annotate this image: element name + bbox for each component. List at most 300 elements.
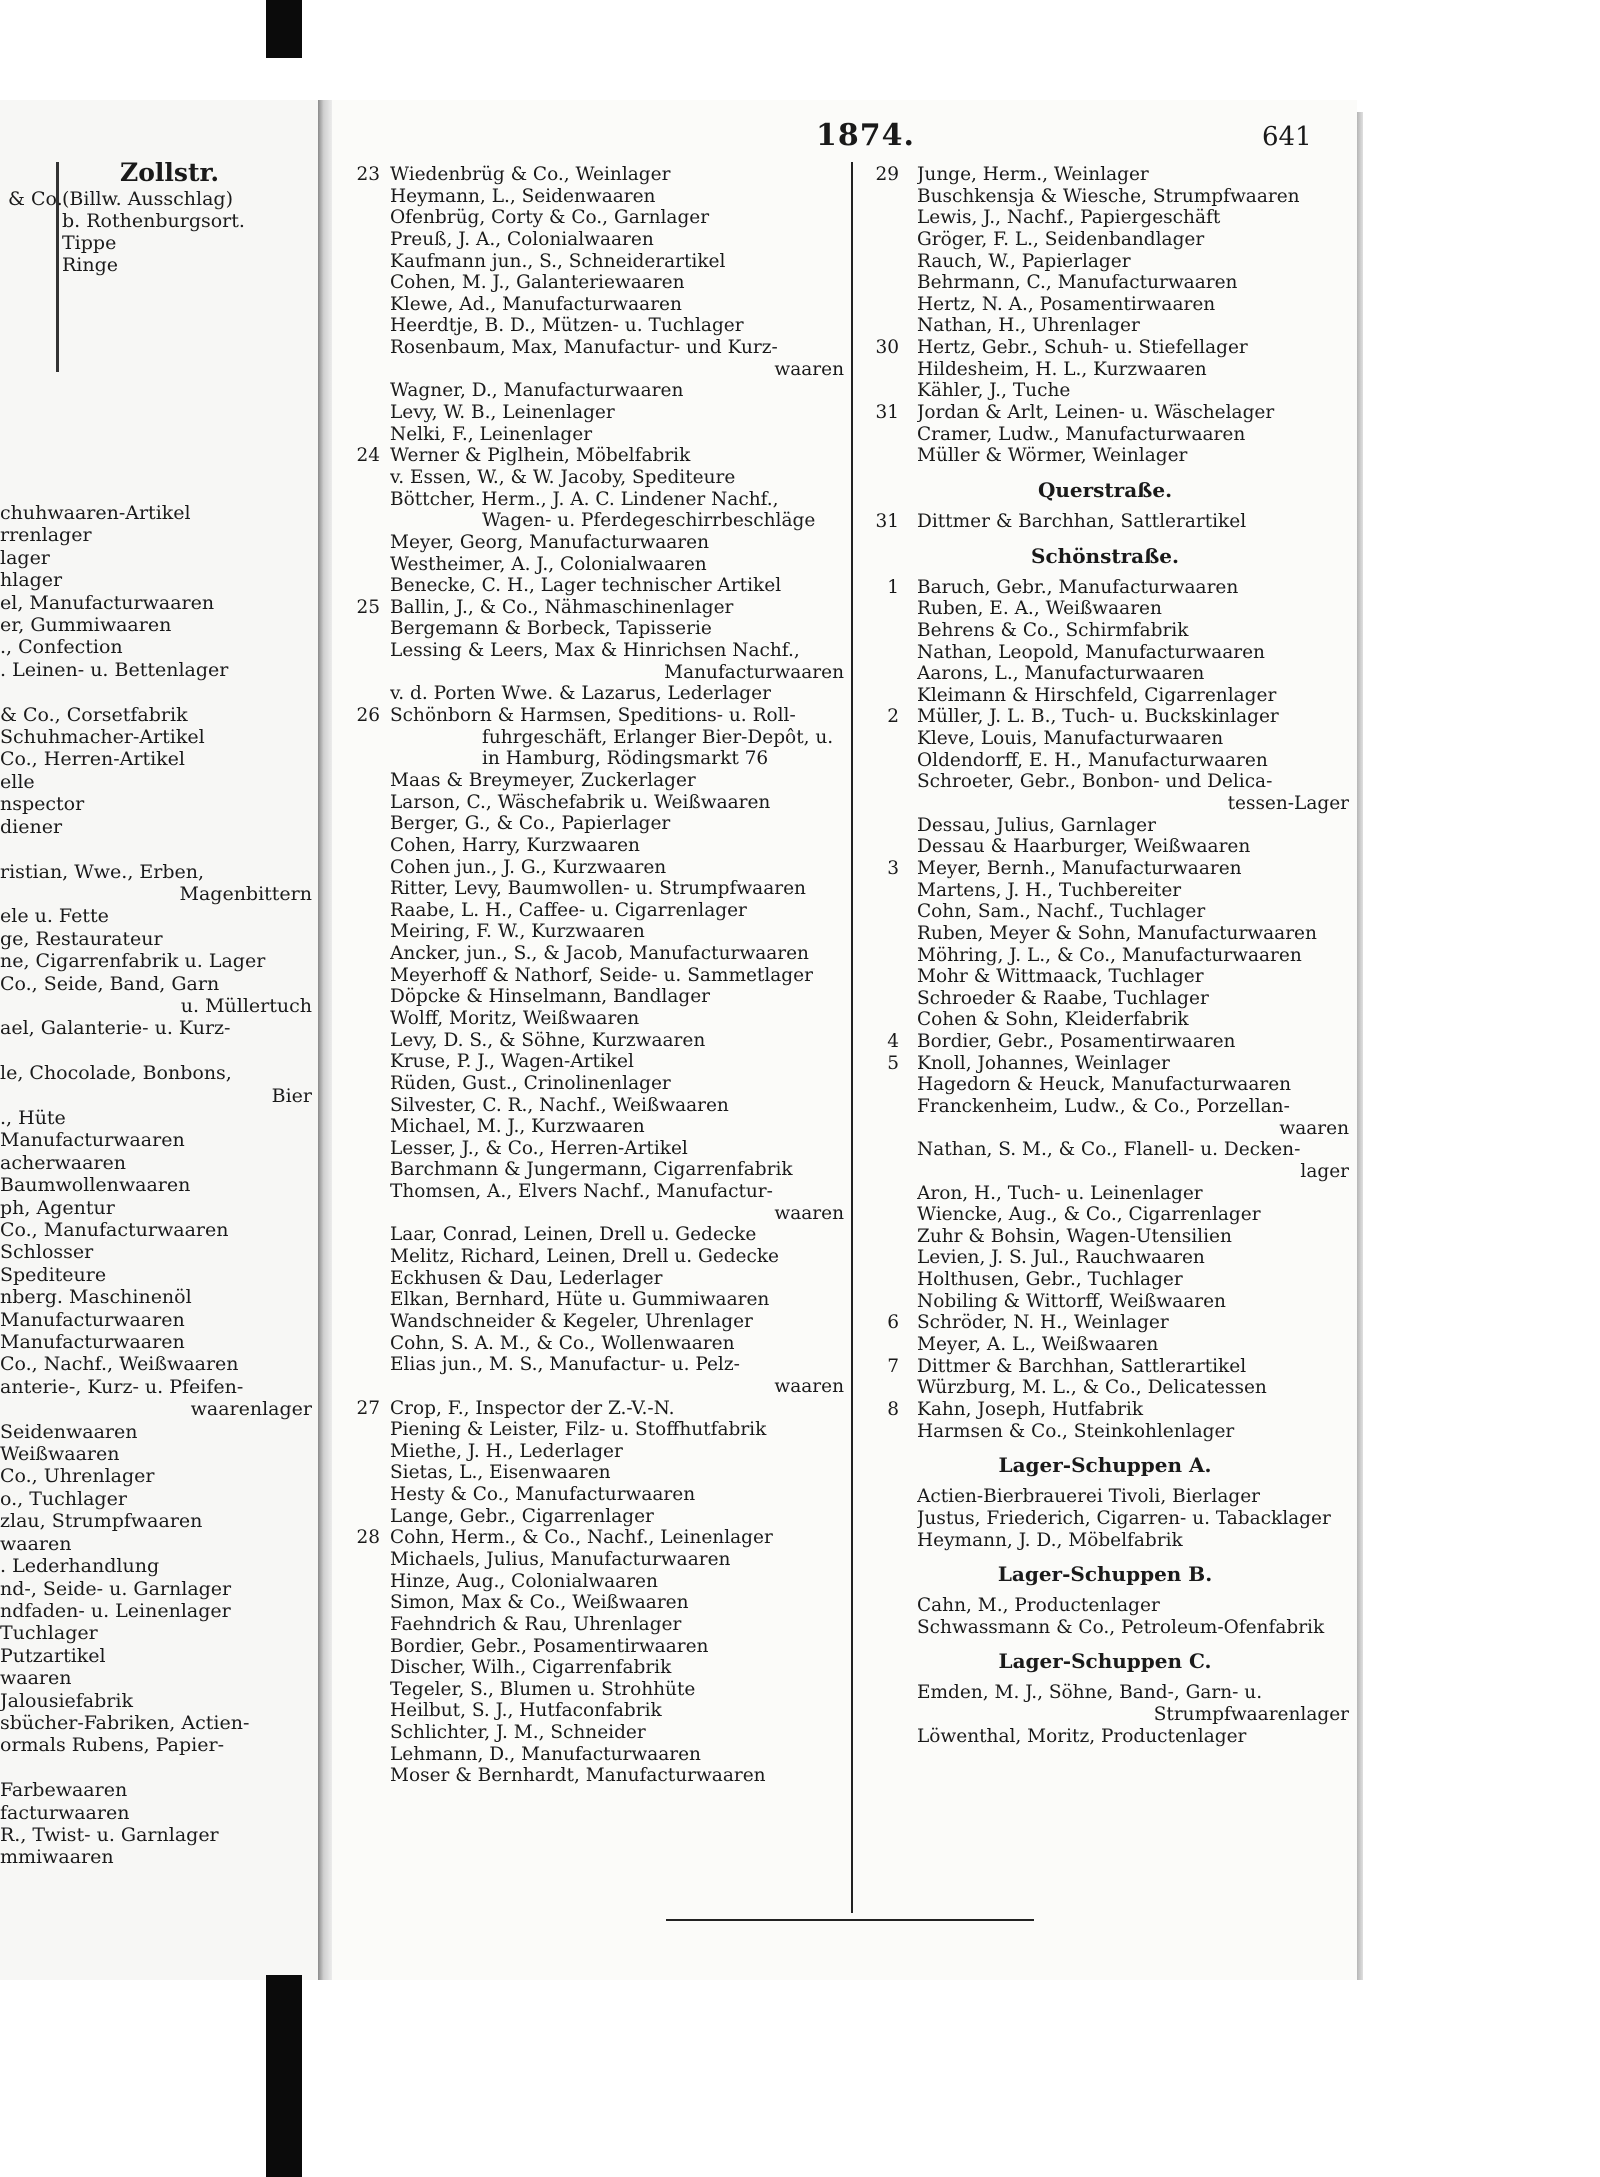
directory-entry (855, 1726, 1355, 1748)
entry-text: Schröder, N. H., Weinlager (917, 1312, 1169, 1334)
directory-entry (332, 1203, 850, 1225)
left-page-line: ., Confection (0, 636, 123, 659)
directory-entry (855, 1486, 1355, 1508)
entry-text: Wolff, Moritz, Weißwaaren (390, 1007, 640, 1029)
directory-entry (332, 1159, 850, 1181)
entry-text: Franckenheim, Ludw., & Co., Porzellan- (917, 1095, 1290, 1117)
directory-entry (332, 618, 850, 640)
directory-entry (855, 1356, 1355, 1378)
entry-text: Rosenbaum, Max, Manufactur- und Kurz- (390, 337, 778, 359)
left-page-line: Manufacturwaaren (0, 1331, 185, 1354)
house-number: 31 (875, 510, 899, 532)
entry-text: Meyer, A. L., Weißwaaren (917, 1334, 1159, 1356)
entry-text: Böttcher, Herm., J. A. C. Lindener Nachf., (390, 488, 779, 510)
entry-text: Nathan, S. M., & Co., Flanell- u. Decken- (917, 1139, 1301, 1161)
directory-entry (332, 705, 850, 727)
entry-text: Lesser, J., & Co., Herren-Artikel (390, 1137, 688, 1159)
entry-text: Wiencke, Aug., & Co., Cigarrenlager (917, 1204, 1261, 1226)
entry-text: Cohen jun., J. G., Kurzwaaren (390, 856, 667, 878)
left-page-entries (0, 502, 318, 1869)
entry-text: Aron, H., Tuch- u. Leinenlager (917, 1182, 1203, 1204)
entry-text: Mohr & Wittmaack, Tuchlager (917, 966, 1204, 988)
entry-text: Heilbut, S. J., Hutfaconfabrik (390, 1700, 662, 1722)
directory-entry (855, 815, 1355, 837)
entry-text: Behrens & Co., Schirmfabrik (917, 619, 1189, 641)
directory-entry (855, 207, 1355, 229)
entry-text: Westheimer, A. J., Colonialwaaren (390, 553, 707, 575)
entry-text: waaren (774, 1375, 844, 1397)
entry-text: Nathan, Leopold, Manufacturwaaren (917, 641, 1265, 663)
directory-entry (855, 1595, 1355, 1617)
book-gutter (318, 100, 332, 1980)
directory-entry (332, 857, 850, 879)
left-page-line: Manufacturwaaren (0, 1129, 185, 1152)
entry-text: Zuhr & Bohsin, Wagen-Utensilien (917, 1225, 1232, 1247)
directory-entry (332, 186, 850, 208)
entry-text: Klewe, Ad., Manufacturwaaren (390, 293, 682, 315)
directory-entry (332, 164, 850, 186)
entry-text: Heerdtje, B. D., Mützen- u. Tuchlager (390, 315, 744, 337)
entry-text: Crop, F., Inspector der Z.-V.-N. (390, 1397, 675, 1419)
directory-entry (855, 1617, 1355, 1639)
house-number: 28 (356, 1527, 380, 1549)
entry-text: Berger, G., & Co., Papierlager (390, 813, 671, 835)
entry-text: v. d. Porten Wwe. & Lazarus, Lederlager (390, 683, 771, 705)
directory-entry (855, 598, 1355, 620)
directory-entry (332, 792, 850, 814)
directory-entry (855, 966, 1355, 988)
left-page-line: Bier (271, 1084, 312, 1107)
directory-entry (855, 164, 1355, 186)
directory-entry (332, 1549, 850, 1571)
house-number: 24 (356, 445, 380, 467)
directory-entry (332, 489, 850, 511)
entry-text: Hildesheim, H. L., Kurzwaaren (917, 358, 1207, 380)
directory-entry (332, 1527, 850, 1549)
directory-entry (332, 554, 850, 576)
directory-entry (332, 575, 850, 597)
entry-text: Lessing & Leers, Max & Hinrichsen Nachf., (390, 640, 800, 662)
left-top-text: Ringe (62, 254, 119, 276)
entry-text: Hertz, Gebr., Schuh- u. Stiefellager (917, 337, 1248, 359)
directory-entry (855, 337, 1355, 359)
house-number: 8 (887, 1398, 899, 1420)
directory-entry (855, 1118, 1355, 1140)
directory-entry (855, 1053, 1355, 1075)
entry-text: Wagen- u. Pferdegeschirrbeschläge (482, 510, 816, 532)
directory-entry (332, 445, 850, 467)
entry-text: Emden, M. J., Söhne, Band-, Garn- u. (917, 1682, 1263, 1704)
entry-text: Junge, Herm., Weinlager (917, 164, 1149, 185)
directory-entry (855, 229, 1355, 251)
left-page-line: Weißwaaren (0, 1443, 120, 1466)
entry-text: Justus, Friederich, Cigarren- u. Tabacklager (917, 1507, 1331, 1529)
entry-text: Dessau, Julius, Garnlager (917, 814, 1156, 836)
house-number: 2 (887, 706, 899, 728)
entry-text: Discher, Wilh., Cigarrenfabrik (390, 1657, 672, 1679)
directory-entry (332, 1073, 850, 1095)
entry-text: Hertz, N. A., Posamentirwaaren (917, 293, 1216, 315)
directory-entry (332, 748, 850, 770)
left-page-line: R., Twist- u. Garnlager (0, 1823, 219, 1846)
entry-text: Harmsen & Co., Steinkohlenlager (917, 1420, 1235, 1442)
entry-text: Elias jun., M. S., Manufactur- u. Pelz- (390, 1354, 740, 1376)
entry-text: Baruch, Gebr., Manufacturwaaren (917, 576, 1239, 598)
left-page-heading: Zollstr. (120, 158, 220, 187)
directory-entry (332, 424, 850, 446)
entry-text: Benecke, C. H., Lager technischer Artikel (390, 575, 782, 597)
left-page-line: nspector (0, 793, 85, 816)
entry-text: Cohn, S. A. M., & Co., Wollenwaaren (390, 1332, 735, 1354)
entry-text: Müller & Wörmer, Weinlager (917, 445, 1188, 467)
entry-text: Hesty & Co., Manufacturwaaren (390, 1484, 696, 1506)
left-page-line: Tuchlager (0, 1622, 98, 1645)
entry-text: Würzburg, M. L., & Co., Delicatessen (917, 1377, 1267, 1399)
directory-entry (332, 1181, 850, 1203)
entry-text: Cramer, Ludw., Manufacturwaaren (917, 423, 1246, 445)
directory-entry (855, 1312, 1355, 1334)
left-page-line (0, 1757, 318, 1779)
entry-text: Behrmann, C., Manufacturwaaren (917, 272, 1238, 294)
left-page-line: ne, Cigarrenfabrik u. Lager (0, 950, 266, 973)
directory-entry (855, 1682, 1355, 1704)
left-page-line: Co., Seide, Band, Garn (0, 972, 220, 995)
left-page-line: rrenlager (0, 524, 92, 547)
house-number: 27 (356, 1397, 380, 1419)
entry-text: Dessau & Haarburger, Weißwaaren (917, 836, 1251, 858)
directory-entry (332, 640, 850, 662)
entry-text: Meiring, F. W., Kurzwaaren (390, 921, 645, 943)
directory-entry (855, 1031, 1355, 1053)
entry-text: Cohn, Sam., Nachf., Tuchlager (917, 901, 1206, 923)
directory-entry (332, 1095, 850, 1117)
entry-text: Heymann, L., Seidenwaaren (390, 185, 656, 207)
directory-entry (855, 511, 1355, 533)
directory-entry (332, 1008, 850, 1030)
left-top-text: Tippe (62, 232, 117, 254)
entry-text: Wandschneider & Kegeler, Uhrenlager (390, 1310, 753, 1332)
entry-text: Gröger, F. L., Seidenbandlager (917, 228, 1205, 250)
directory-entry (332, 683, 850, 705)
directory-entry (855, 1377, 1355, 1399)
left-page-line: Jalousiefabrik (0, 1689, 133, 1712)
left-top-text: b. Rothenburgsort. (62, 210, 245, 232)
right-page (332, 100, 1357, 1980)
directory-entry (332, 532, 850, 554)
left-page-line: ndfaden- u. Leinenlager (0, 1599, 231, 1622)
left-page-line: waarenlager (190, 1398, 312, 1421)
directory-entry (332, 1224, 850, 1246)
directory-entry (332, 294, 850, 316)
left-page-line: ormals Rubens, Papier- (0, 1734, 224, 1757)
directory-entry (855, 380, 1355, 402)
entry-text: Oldendorff, E. H., Manufacturwaaren (917, 749, 1268, 771)
left-page-line: nberg. Maschinenöl (0, 1286, 192, 1309)
entry-text: Wagner, D., Manufacturwaaren (390, 380, 684, 402)
directory-entry (855, 1226, 1355, 1248)
entry-text: Wiedenbrüg & Co., Weinlager (390, 164, 671, 185)
directory-entry (332, 1765, 850, 1787)
left-page-line: anterie-, Kurz- u. Pfeifen- (0, 1375, 244, 1398)
directory-entry (855, 945, 1355, 967)
house-number: 3 (887, 857, 899, 879)
directory-entry (332, 921, 850, 943)
entry-text: Nobiling & Wittorff, Weißwaaren (917, 1290, 1226, 1312)
page-number: 641 (1262, 122, 1312, 152)
entry-text: Strumpfwaarenlager (1153, 1704, 1349, 1726)
entry-text: Barchmann & Jungermann, Cigarrenfabrik (390, 1159, 793, 1181)
left-page-line: ge, Restaurateur (0, 927, 163, 950)
directory-entry (332, 662, 850, 684)
house-number: 26 (356, 705, 380, 727)
entry-text: Ballin, J., & Co., Nähmaschinenlager (390, 596, 734, 618)
entry-text: waaren (774, 1202, 844, 1224)
entry-text: Michael, M. J., Kurzwaaren (390, 1116, 645, 1138)
directory-entry (332, 1636, 850, 1658)
directory-entry (332, 1441, 850, 1463)
street-heading: Lager-Schuppen C. (998, 1649, 1212, 1674)
left-page-line: . Lederhandlung (0, 1555, 160, 1578)
directory-entry (855, 858, 1355, 880)
entry-text: Rauch, W., Papierlager (917, 250, 1131, 272)
directory-entry (332, 1744, 850, 1766)
left-page-line (0, 838, 318, 860)
directory-entry (332, 1506, 850, 1528)
entry-text: Kleimann & Hirschfeld, Cigarrenlager (917, 684, 1277, 706)
directory-entry (332, 1592, 850, 1614)
entry-text: Müller, J. L. B., Tuch- u. Buckskinlager (917, 706, 1279, 728)
directory-entry (855, 771, 1355, 793)
directory-entry (332, 315, 850, 337)
page-year: 1874. (816, 118, 915, 153)
directory-entry (332, 1376, 850, 1398)
entry-text: Elkan, Bernhard, Hüte u. Gummiwaaren (390, 1289, 770, 1311)
entry-text: Meyerhoff & Nathorf, Seide- u. Sammetlager (390, 964, 813, 986)
entry-text: Buschkensja & Wiesche, Strumpfwaaren (917, 185, 1300, 207)
entry-text: Kleve, Louis, Manufacturwaaren (917, 728, 1224, 750)
entry-text: Schlichter, J. M., Schneider (390, 1722, 646, 1744)
directory-entry (332, 1051, 850, 1073)
directory-entry (332, 510, 850, 532)
entry-text: Döpcke & Hinselmann, Bandlager (390, 986, 711, 1008)
directory-entry (332, 1311, 850, 1333)
directory-entry (855, 1009, 1355, 1031)
entry-text: Levien, J. S. Jul., Rauchwaaren (917, 1247, 1205, 1269)
left-page-line: le, Chocolade, Bonbons, (0, 1062, 232, 1085)
directory-entry (332, 1354, 850, 1376)
entry-text: Löwenthal, Moritz, Productenlager (917, 1725, 1247, 1747)
directory-entry (332, 878, 850, 900)
directory-entry (855, 294, 1355, 316)
directory-entry (855, 620, 1355, 642)
directory-column-right (855, 164, 1355, 1747)
directory-entry (855, 1269, 1355, 1291)
directory-entry (855, 315, 1355, 337)
directory-entry (332, 207, 850, 229)
entry-text: Meyer, Georg, Manufacturwaaren (390, 531, 710, 553)
left-page-line: ael, Galanterie- u. Kurz- (0, 1017, 231, 1040)
entry-text: Schönborn & Harmsen, Speditions- u. Roll- (390, 705, 796, 727)
entry-text: Laar, Conrad, Leinen, Drell u. Gedecke (390, 1224, 757, 1246)
entry-text: Kaufmann jun., S., Schneiderartikel (390, 250, 726, 272)
house-number: 29 (875, 164, 899, 185)
entry-text: Cahn, M., Productenlager (917, 1595, 1160, 1617)
directory-entry (855, 445, 1355, 467)
directory-entry (855, 1399, 1355, 1421)
street-heading: Querstraße. (1037, 477, 1173, 502)
directory-entry (855, 1508, 1355, 1530)
entry-text: Lehmann, D., Manufacturwaaren (390, 1743, 701, 1765)
directory-entry (855, 663, 1355, 685)
directory-entry (855, 402, 1355, 424)
directory-entry (332, 1268, 850, 1290)
directory-entry (332, 380, 850, 402)
left-page-line: mmiwaaren (0, 1846, 114, 1869)
entry-text: Miethe, J. H., Lederlager (390, 1440, 623, 1462)
directory-entry (855, 1204, 1355, 1226)
left-page-line: er, Gummiwaaren (0, 614, 172, 637)
house-number: 1 (887, 576, 899, 598)
entry-text: Bordier, Gebr., Posamentirwaaren (917, 1031, 1236, 1053)
directory-entry (332, 1030, 850, 1052)
end-rule (666, 1919, 1034, 1921)
house-number: 23 (356, 164, 380, 185)
entry-text: Piening & Leister, Filz- u. Stoffhutfabrik (390, 1419, 767, 1441)
left-page-line: Farbewaaren (0, 1779, 128, 1802)
directory-entry (332, 1462, 850, 1484)
directory-entry (332, 770, 850, 792)
directory-entry (855, 728, 1355, 750)
directory-entry (855, 836, 1355, 858)
entry-text: Levy, W. B., Leinenlager (390, 402, 615, 424)
entry-text: Levy, D. S., & Söhne, Kurzwaaren (390, 1029, 706, 1051)
binding-band-bottom (266, 1975, 302, 2177)
entry-text: Actien-Bierbrauerei Tivoli, Bierlager (917, 1486, 1260, 1508)
directory-entry (855, 359, 1355, 381)
left-page-line: elle (0, 770, 35, 793)
directory-entry (855, 988, 1355, 1010)
entry-text: Silvester, C. R., Nachf., Weißwaaren (390, 1094, 729, 1116)
directory-entry (855, 1096, 1355, 1118)
house-number: 6 (887, 1312, 899, 1334)
directory-entry (855, 923, 1355, 945)
entry-text: Dittmer & Barchhan, Sattlerartikel (917, 1355, 1247, 1377)
entry-text: Holthusen, Gebr., Tuchlager (917, 1269, 1183, 1291)
left-page-line: acherwaaren (0, 1151, 127, 1174)
directory-entry (332, 835, 850, 857)
left-page-line: Co., Uhrenlager (0, 1465, 155, 1488)
directory-entry (332, 900, 850, 922)
left-page (0, 100, 318, 1980)
entry-text: Schroeter, Gebr., Bonbon- und Delica- (917, 771, 1273, 793)
left-page-line: diener (0, 815, 63, 838)
directory-entry (332, 965, 850, 987)
directory-entry (332, 1138, 850, 1160)
left-page-line: & Co., Corsetfabrik (0, 703, 188, 726)
entry-text: Thomsen, A., Elvers Nachf., Manufactur- (390, 1181, 773, 1203)
directory-entry (332, 943, 850, 965)
entry-text: fuhrgeschäft, Erlanger Bier-Depôt, u. (482, 726, 834, 748)
directory-entry (855, 1247, 1355, 1269)
directory-entry (332, 727, 850, 749)
directory-entry (855, 685, 1355, 707)
entry-text: Cohen, M. J., Galanteriewaaren (390, 272, 685, 294)
house-number: 31 (875, 402, 899, 424)
directory-entry (332, 1398, 850, 1420)
left-page-line: Manufacturwaaren (0, 1308, 185, 1331)
directory-entry (855, 793, 1355, 815)
left-page-line: Schuhmacher-Artikel (0, 726, 205, 749)
left-top-prefix: & Co. (8, 188, 63, 210)
binding-band-top (266, 0, 302, 58)
entry-text: Cohen, Harry, Kurzwaaren (390, 834, 640, 856)
entry-text: Simon, Max & Co., Weißwaaren (390, 1592, 689, 1614)
entry-text: Martens, J. H., Tuchbereiter (917, 879, 1182, 901)
directory-entry (332, 402, 850, 424)
left-page-line: facturwaaren (0, 1801, 130, 1824)
entry-text: Ofenbrüg, Corty & Co., Garnlager (390, 207, 710, 229)
entry-text: Nelki, F., Leinenlager (390, 423, 593, 445)
entry-text: Ruben, Meyer & Sohn, Manufacturwaaren (917, 922, 1317, 944)
street-heading: Lager-Schuppen B. (997, 1562, 1213, 1587)
left-page-line: Co., Herren-Artikel (0, 748, 185, 771)
directory-entry (855, 424, 1355, 446)
directory-entry (855, 706, 1355, 728)
entry-text: Werner & Piglhein, Möbelfabrik (390, 445, 691, 467)
entry-text: Cohen & Sohn, Kleiderfabrik (917, 1009, 1189, 1031)
entry-text: Ancker, jun., S., & Jacob, Manufacturwaaren (390, 943, 809, 965)
left-page-line: waaren (0, 1667, 72, 1690)
entry-text: Lewis, J., Nachf., Papiergeschäft (917, 207, 1221, 229)
left-top-text: (Billw. Ausschlag) (62, 188, 234, 210)
left-page-line: chuhwaaren-Artikel (0, 502, 191, 524)
directory-entry (332, 1289, 850, 1311)
entry-text: Faehndrich & Rau, Uhrenlager (390, 1613, 682, 1635)
entry-text: Möhring, J. L., & Co., Manufacturwaaren (917, 944, 1302, 966)
page-edge-shadow (1357, 112, 1363, 1980)
directory-entry (332, 1484, 850, 1506)
directory-entry (855, 1704, 1355, 1726)
entry-text: Kruse, P. J., Wagen-Artikel (390, 1051, 634, 1073)
left-page-line: Co., Manufacturwaaren (0, 1219, 229, 1241)
directory-entry (332, 1679, 850, 1701)
entry-text: v. Essen, W., & W. Jacoby, Spediteure (390, 466, 736, 488)
entry-text: Dittmer & Barchhan, Sattlerartikel (917, 510, 1247, 532)
entry-text: Aarons, L., Manufacturwaaren (917, 663, 1205, 685)
directory-entry (332, 359, 850, 381)
directory-entry (855, 1161, 1355, 1183)
entry-text: Melitz, Richard, Leinen, Drell u. Gedecke (390, 1246, 780, 1268)
directory-entry (855, 577, 1355, 599)
entry-text: Schroeder & Raabe, Tuchlager (917, 987, 1209, 1009)
house-number: 4 (887, 1031, 899, 1053)
left-page-line: zlau, Strumpfwaaren (0, 1510, 203, 1533)
directory-entry (332, 1419, 850, 1441)
house-number: 5 (887, 1052, 899, 1074)
entry-text: Eckhusen & Dau, Lederlager (390, 1267, 663, 1289)
directory-entry (855, 186, 1355, 208)
entry-text: Kahn, Joseph, Hutfabrik (917, 1398, 1144, 1420)
entry-text: Nathan, H., Uhrenlager (917, 315, 1140, 337)
directory-entry (855, 1139, 1355, 1161)
entry-text: waaren (774, 358, 844, 380)
left-page-line: Schlosser (0, 1241, 94, 1264)
entry-text: Sietas, L., Eisenwaaren (390, 1462, 611, 1484)
left-page-line: Baumwollenwaaren (0, 1174, 191, 1197)
directory-entry (855, 1530, 1355, 1552)
directory-entry (855, 1421, 1355, 1443)
directory-entry (332, 467, 850, 489)
